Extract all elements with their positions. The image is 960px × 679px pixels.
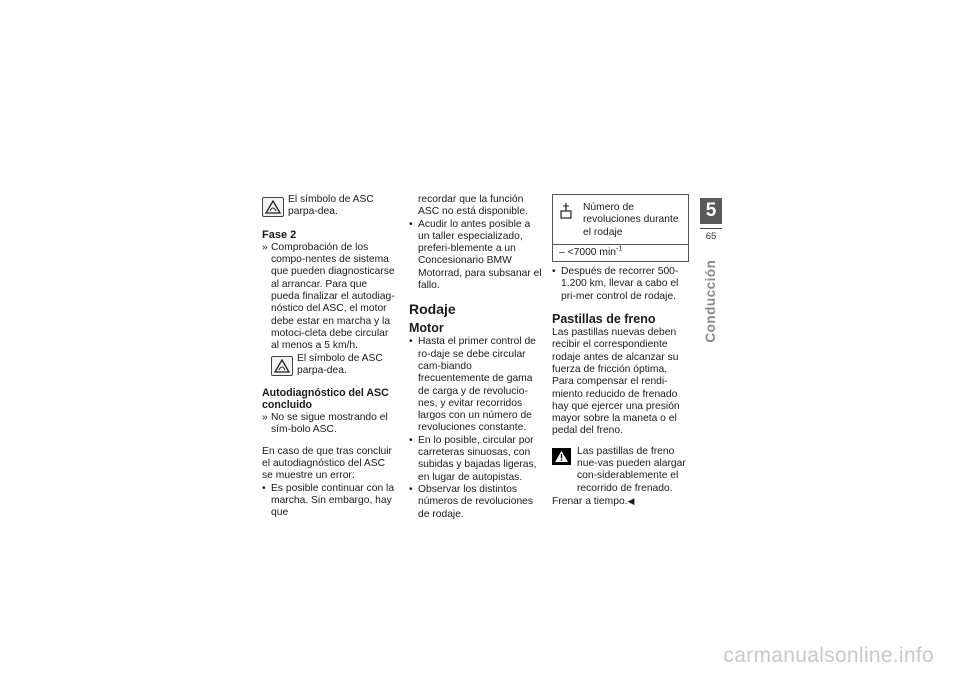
column-1: [262, 194, 395, 520]
list-item-text: Comprobación de los compo-nentes de sistema que pueden diagnosticarse al arrancar. Para que pueda finalizar el autodiag-nóstico del ASC, el motor debe estar en marcha y la motoci-cleta debe circular al menos a 5 km/h.: [271, 241, 395, 352]
rpm-unit-exponent: -1: [615, 245, 623, 253]
list-item: [262, 412, 395, 437]
table-title: Número de revoluciones durante el rodaje: [583, 202, 679, 238]
frenar-text: Frenar a tiempo.: [552, 495, 628, 507]
heading-autodiagnostico: Autodiagnóstico del ASC concluido: [262, 387, 389, 412]
list-item: [409, 336, 544, 434]
list-item: [552, 266, 689, 303]
table-value-row: [553, 245, 688, 261]
heading-motor: Motor: [409, 321, 444, 336]
bullet-marker: •: [409, 483, 413, 495]
paragraph-pastillas: Las pastillas nuevas deben recibir el correspondiente rodaje antes de alcanzar su fuerza de fricción óptima. Para compensar el rendi-miento reducido de frenado hay que ejercer una presión mayor sobre la maneta o el pedal del freno.: [552, 327, 680, 437]
bullet-marker: •: [262, 482, 266, 494]
list-item-text: recordar que la función ASC no está disponible.: [418, 194, 528, 218]
rpm-value: <7000 min: [567, 246, 616, 258]
arrow-marker: »: [262, 412, 268, 424]
dash: –: [559, 246, 565, 258]
list-item-text: En lo posible, circular por carreteras sinuosas, con subidas y bajadas ligeras, en lugar de autopistas.: [418, 434, 537, 483]
asc-symbol-note-2: [262, 353, 395, 378]
column-2: [409, 194, 544, 521]
list-item: [262, 242, 395, 353]
end-of-section-icon: ◀: [627, 495, 635, 506]
warning-note: [552, 446, 689, 495]
list-item: [409, 219, 544, 293]
list-item-text: No se sigue mostrando el sím-bolo ASC.: [271, 412, 388, 436]
list-item: [409, 435, 544, 484]
list-item-text: Hasta el primer control de ro-daje se debe circular cam-biando frecuentemente de gama de carga y de revolucio-nes, y evitar recorridos largos con un número de revoluciones constante.: [418, 336, 536, 434]
page-number: 65: [705, 231, 717, 242]
asc-warning-icon: [271, 356, 293, 376]
list-item-text: Es posible continuar con la marcha. Sin embargo, hay que: [271, 482, 395, 519]
rpm-spec-table: [552, 194, 689, 262]
bullet-marker: •: [409, 434, 413, 446]
heading-pastillas: Pastillas de freno: [552, 312, 656, 327]
engine-speed-icon: [559, 202, 573, 239]
bullet-marker: •: [552, 266, 556, 278]
list-item-continued: [409, 194, 544, 219]
list-item-text: Observar los distintos números de revoluciones de rodaje.: [418, 483, 534, 520]
arrow-marker: »: [262, 241, 268, 253]
list-item: [409, 484, 544, 521]
warning-text: Las pastillas de freno nue-vas pueden alargar con-siderablemente el recorrido de frenado.: [577, 445, 686, 494]
asc-flash-text: El símbolo de ASC parpa-dea.: [288, 194, 374, 218]
heading-fase-2: Fase 2: [262, 228, 297, 241]
asc-warning-icon: [262, 197, 284, 217]
bullet-marker: •: [409, 218, 413, 230]
heading-rodaje: Rodaje: [409, 301, 456, 318]
column-3: [552, 194, 689, 508]
asc-symbol-note-1: [262, 194, 395, 219]
asc-flash-text: El símbolo de ASC parpa-dea.: [297, 352, 383, 376]
paragraph-frenar: [552, 495, 689, 508]
bullet-marker: •: [409, 336, 413, 348]
list-item-text: Acudir lo antes posible a un taller especializado, preferi-blemente a un Concesionario BMW Motorrad, para subsanar el fallo.: [418, 218, 542, 292]
chapter-number-tab: 5: [700, 198, 722, 224]
table-header-row: [553, 195, 688, 245]
paragraph-error: En caso de que tras concluir el autodiagnóstico del ASC se muestre un error:: [262, 445, 392, 482]
list-item: [262, 483, 395, 520]
chapter-title: Conducción: [702, 259, 718, 343]
list-item-text: Después de recorrer 500-1.200 km, llevar a cabo el pri-mer control de rodaje.: [561, 266, 679, 302]
watermark: carmanualsonline.info: [723, 644, 934, 667]
warning-triangle-icon: [552, 448, 571, 465]
